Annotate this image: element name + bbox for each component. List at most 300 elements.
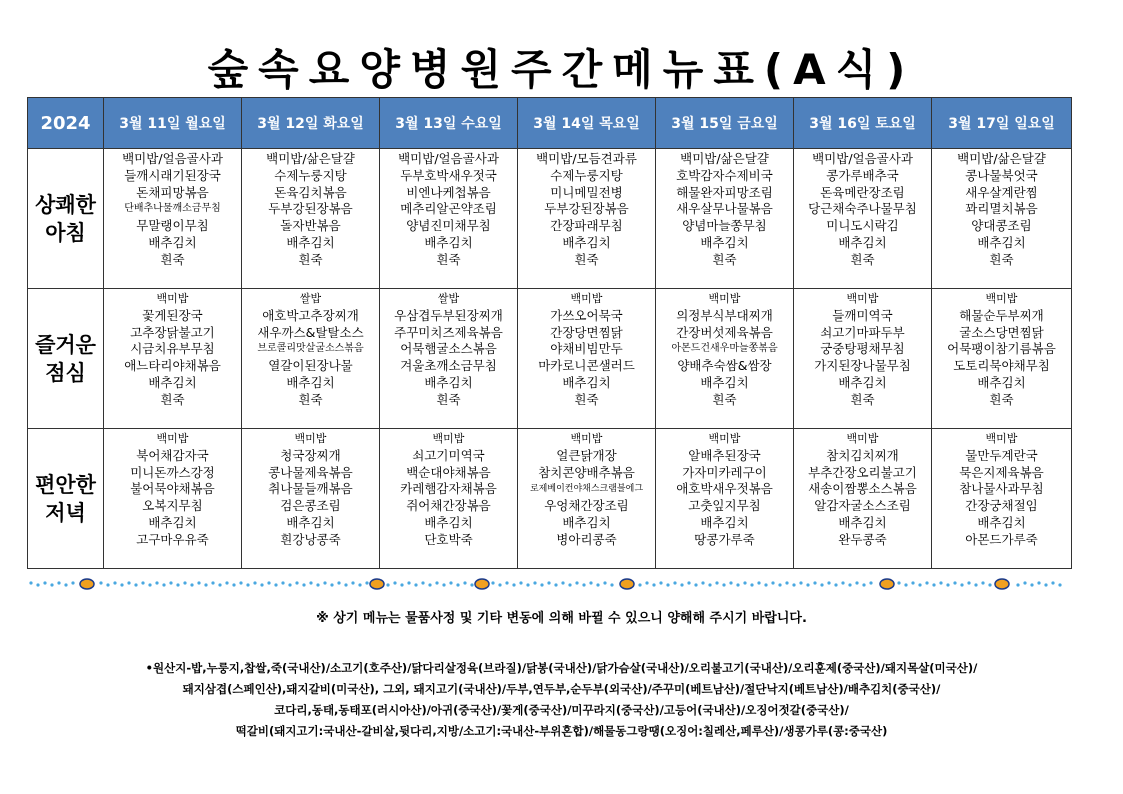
menu-item: 배추김치 <box>562 374 611 390</box>
deco-dot <box>99 581 102 584</box>
deco-dot <box>50 583 53 586</box>
menu-item: 백미밥 <box>708 432 741 445</box>
menu-item: 참나물사과무침 <box>959 481 1044 497</box>
menu-item: 배추김치 <box>700 374 749 390</box>
deco-dot <box>932 583 935 586</box>
deco-dot <box>1030 583 1033 586</box>
menu-item: 미니돈까스강정 <box>130 464 215 480</box>
deco-dot <box>281 581 284 584</box>
fish-icon <box>880 579 894 589</box>
menu-item: 배추김치 <box>838 514 887 530</box>
page-title: 숲속요양병원주간메뉴표(A식) <box>207 45 916 94</box>
deco-dot <box>708 583 711 586</box>
deco-dot <box>470 583 473 586</box>
deco-dot <box>855 581 858 584</box>
deco-dot <box>491 581 494 584</box>
menu-item: 들깨시래기된장국 <box>124 167 221 183</box>
deco-dot <box>1044 583 1047 586</box>
deco-dot <box>652 583 655 586</box>
year-header: 2024 <box>28 98 104 149</box>
menu-item: 새우살무나물볶음 <box>676 201 773 217</box>
menu-cell <box>104 429 242 569</box>
menu-item: 흰죽 <box>436 251 461 267</box>
deco-dot <box>1016 583 1019 586</box>
menu-item: 백미밥 <box>708 292 741 305</box>
day-header: 3월 13일 수요일 <box>380 98 518 149</box>
menu-item: 배추김치 <box>838 234 887 250</box>
menu-item: 호박감자수제비국 <box>676 167 773 183</box>
meal-label-line: 즐거운 <box>35 332 96 357</box>
menu-item: 흰강낭콩죽 <box>280 531 341 547</box>
menu-item: 흰죽 <box>574 391 599 407</box>
menu-item: 쇠고기마파두부 <box>820 324 905 340</box>
menu-cell <box>932 429 1072 569</box>
deco-dot <box>29 581 32 584</box>
menu-item: 도토리묵야채무침 <box>953 358 1050 374</box>
menu-cell <box>794 149 932 289</box>
deco-dot <box>967 581 970 584</box>
menu-item: 흰죽 <box>712 251 737 267</box>
deco-dot <box>561 581 564 584</box>
meal-row <box>28 429 1072 569</box>
origin-line: •원산지-밥,누룽지,찹쌀,죽(국내산)/소고기(호주산)/닭다리살정육(브라질)/닭봉(국내산)/닭가슴살(국내산)/오리불고기(국내산)/오리훈제(중국산)/돼지목살(미국산)/ <box>145 661 978 675</box>
menu-cell <box>380 289 518 429</box>
menu-item: 백미밥 <box>570 432 603 445</box>
deco-dot <box>148 583 151 586</box>
meal-label <box>28 289 104 429</box>
deco-dot <box>925 581 928 584</box>
menu-item: 불어묵야채볶음 <box>130 481 215 497</box>
deco-dot <box>1023 581 1026 584</box>
menu-cell <box>794 429 932 569</box>
origin-line: 코다리,동태,동태포(러시아산)/아귀(중국산)/꽃게(중국산)/미꾸라지(중국산)/고등어(국내산)/오징어젓갈(중국산)/ <box>274 703 849 717</box>
menu-cell <box>518 289 656 429</box>
menu-item: 간장파래무침 <box>550 218 623 234</box>
deco-dot <box>414 583 417 586</box>
deco-dot <box>596 583 599 586</box>
menu-item: 궁중탕평채무침 <box>820 341 905 357</box>
deco-dot <box>701 581 704 584</box>
deco-dot <box>351 581 354 584</box>
menu-item: 꽈리멸치볶음 <box>965 201 1038 217</box>
menu-item: 배추김치 <box>838 374 887 390</box>
menu-item: 얼큰닭개장 <box>556 447 617 463</box>
menu-item: 백미밥 <box>156 432 189 445</box>
deco-dot <box>736 583 739 586</box>
deco-dot <box>575 581 578 584</box>
menu-item: 두부강된장볶음 <box>268 201 353 217</box>
deco-dot <box>393 581 396 584</box>
meal-label <box>28 429 104 569</box>
menu-item: 알배추된장국 <box>688 447 761 463</box>
menu-item: 배추김치 <box>424 234 473 250</box>
meal-label-line: 아침 <box>45 220 86 245</box>
menu-item: 마카로니콘샐러드 <box>538 358 635 374</box>
deco-dot <box>162 583 165 586</box>
menu-item: 참치콘양배추볶음 <box>538 464 635 480</box>
menu-item: 단배추나물깨소금무침 <box>124 203 221 215</box>
menu-item: 배추김치 <box>286 514 335 530</box>
origin-line: 돼지삼겹(스페인산),돼지갈비(미국산), 그외, 돼지고기(국내산)/두부,연두부,순두부(외국산)/주꾸미(베트남산)/절단낙지(베트남산)/배추김치(중국산)/ <box>182 682 941 696</box>
menu-item: 간장당면찜닭 <box>550 324 623 340</box>
menu-item: 양배추숙쌈&쌈장 <box>677 358 772 374</box>
deco-dot <box>743 581 746 584</box>
deco-dot <box>820 583 823 586</box>
menu-item: 배추김치 <box>562 514 611 530</box>
deco-dot <box>505 581 508 584</box>
deco-dot <box>344 583 347 586</box>
deco-dot <box>519 581 522 584</box>
deco-dot <box>358 583 361 586</box>
menu-item: 흰죽 <box>574 251 599 267</box>
menu-item: 배추김치 <box>700 514 749 530</box>
deco-dot <box>218 583 221 586</box>
deco-dot <box>512 583 515 586</box>
menu-item: 해물순두부찌개 <box>959 307 1044 323</box>
deco-dot <box>288 583 291 586</box>
day-header: 3월 16일 토요일 <box>794 98 932 149</box>
menu-item: 브로콜리맛살굴소스볶음 <box>257 343 364 355</box>
deco-dot <box>260 583 263 586</box>
menu-item: 배추김치 <box>977 514 1026 530</box>
deco-dot <box>834 583 837 586</box>
menu-item: 양념마늘쫑무침 <box>682 218 767 234</box>
deco-dot <box>1058 583 1061 586</box>
deco-dot <box>659 581 662 584</box>
day-header: 3월 15일 금요일 <box>656 98 794 149</box>
menu-item: 어묵햄굴소스볶음 <box>400 341 497 357</box>
menu-item: 양념진미채무침 <box>406 218 491 234</box>
menu-item: 흰죽 <box>160 391 185 407</box>
menu-item: 취나물들깨볶음 <box>268 481 353 497</box>
deco-dot <box>841 581 844 584</box>
deco-dot <box>246 583 249 586</box>
menu-item: 고구마우유죽 <box>136 531 209 547</box>
menu-item: 비엔나케첩볶음 <box>406 184 491 200</box>
menu-item: 어묵팽이참기름볶음 <box>947 341 1056 357</box>
menu-item: 흰죽 <box>850 391 875 407</box>
menu-item: 새우까스&탈탈소스 <box>257 324 364 340</box>
menu-item: 백미밥/얼음골사과 <box>122 151 223 166</box>
menu-item: 백미밥 <box>294 432 327 445</box>
menu-item: 배추김치 <box>286 234 335 250</box>
deco-dot <box>1037 581 1040 584</box>
menu-cell <box>242 149 380 289</box>
deco-dot <box>897 581 900 584</box>
menu-item: 굴소스당면찜닭 <box>959 324 1044 340</box>
menu-item: 쥐어채간장볶음 <box>406 498 491 514</box>
menu-cell <box>242 289 380 429</box>
deco-dot <box>785 581 788 584</box>
deco-dot <box>169 581 172 584</box>
menu-item: 백미밥 <box>432 432 465 445</box>
menu-item: 고춧잎지무침 <box>688 498 761 514</box>
deco-dot <box>848 583 851 586</box>
menu-item: 애느타리야채볶음 <box>124 358 221 374</box>
menu-item: 의정부식부대찌개 <box>676 307 773 323</box>
deco-dot <box>610 583 613 586</box>
fish-icon <box>370 579 384 589</box>
menu-item: 배추김치 <box>424 374 473 390</box>
menu-cell <box>104 289 242 429</box>
deco-dot <box>211 581 214 584</box>
meal-label-line: 점심 <box>45 360 86 385</box>
deco-dot <box>456 583 459 586</box>
menu-item: 간장버섯제육볶음 <box>676 324 773 340</box>
menu-item: 애호박고추장찌개 <box>262 307 359 323</box>
deco-dot <box>638 583 641 586</box>
menu-item: 흰죽 <box>160 251 185 267</box>
deco-dot <box>533 581 536 584</box>
deco-dot <box>302 583 305 586</box>
menu-item: 흰죽 <box>850 251 875 267</box>
deco-dot <box>106 583 109 586</box>
deco-dot <box>673 581 676 584</box>
deco-dot <box>953 581 956 584</box>
deco-dot <box>981 581 984 584</box>
deco-dot <box>141 581 144 584</box>
deco-dot <box>904 583 907 586</box>
menu-item: 땅콩가루죽 <box>694 531 755 547</box>
deco-dot <box>155 581 158 584</box>
menu-item: 오복지무침 <box>142 498 203 514</box>
menu-item: 아몬드건새우마늘쫑볶음 <box>671 343 778 355</box>
menu-cell <box>656 289 794 429</box>
menu-item: 미니도시락김 <box>826 218 899 234</box>
menu-cell <box>932 289 1072 429</box>
menu-item: 새우살계란찜 <box>965 184 1038 200</box>
meal-row <box>28 149 1072 289</box>
menu-item: 콩나물제육볶음 <box>268 464 353 480</box>
deco-dot <box>113 581 116 584</box>
deco-dot <box>526 583 529 586</box>
deco-dot <box>799 581 802 584</box>
deco-dot <box>316 583 319 586</box>
deco-dot <box>666 583 669 586</box>
menu-item: 백미밥 <box>156 292 189 305</box>
menu-item: 백미밥 <box>846 292 879 305</box>
menu-cell <box>656 429 794 569</box>
menu-item: 병아리콩죽 <box>556 531 617 547</box>
day-header: 3월 17일 일요일 <box>932 98 1072 149</box>
menu-cell <box>932 149 1072 289</box>
menu-item: 청국장찌개 <box>280 447 341 463</box>
menu-item: 배추김치 <box>562 234 611 250</box>
deco-dot <box>540 583 543 586</box>
deco-dot <box>134 583 137 586</box>
deco-dot <box>946 583 949 586</box>
deco-dot <box>43 581 46 584</box>
menu-item: 우엉채간장조림 <box>544 498 629 514</box>
deco-dot <box>603 581 606 584</box>
menu-item: 가자미카레구이 <box>682 464 767 480</box>
menu-item: 배추김치 <box>148 234 197 250</box>
deco-dot <box>722 583 725 586</box>
deco-dot <box>463 581 466 584</box>
menu-item: 흰죽 <box>436 391 461 407</box>
day-header: 3월 11일 월요일 <box>104 98 242 149</box>
deco-dot <box>911 581 914 584</box>
deco-dot <box>442 583 445 586</box>
deco-dot <box>407 581 410 584</box>
menu-item: 콩나물북엇국 <box>965 167 1038 183</box>
menu-item: 배추김치 <box>977 234 1026 250</box>
deco-dot <box>764 583 767 586</box>
menu-item: 백미밥/삶은달걀 <box>957 151 1046 166</box>
deco-dot <box>778 583 781 586</box>
fish-icon <box>80 579 94 589</box>
decorative-dotted-border <box>27 576 1071 592</box>
meal-label-line: 편안한 <box>35 472 96 497</box>
meal-label-line: 상쾌한 <box>35 192 96 217</box>
menu-item: 단호박죽 <box>424 531 473 547</box>
deco-dot <box>71 581 74 584</box>
menu-item: 백미밥/얼음골사과 <box>812 151 913 166</box>
menu-item: 돈채피망볶음 <box>136 184 209 200</box>
deco-dot <box>127 581 130 584</box>
menu-item: 간장궁채절임 <box>965 498 1038 514</box>
deco-dot <box>939 581 942 584</box>
deco-dot <box>274 583 277 586</box>
menu-item: 우삼겹두부된장찌개 <box>394 307 503 323</box>
header-row <box>28 98 1072 149</box>
menu-item: 돈육메란장조림 <box>820 184 905 200</box>
menu-item: 아몬드가루죽 <box>965 531 1038 547</box>
deco-dot <box>330 583 333 586</box>
deco-dot <box>680 583 683 586</box>
deco-dot <box>400 583 403 586</box>
menu-item: 야채비빔만두 <box>550 341 623 357</box>
menu-item: 수제누룽지탕 <box>550 167 623 183</box>
deco-dot <box>239 581 242 584</box>
deco-dot <box>204 583 207 586</box>
meal-label-line: 저녁 <box>45 500 86 525</box>
menu-item: 배추김치 <box>286 374 335 390</box>
deco-dot <box>547 581 550 584</box>
deco-dot <box>771 581 774 584</box>
menu-item: 배추김치 <box>148 374 197 390</box>
deco-dot <box>64 583 67 586</box>
deco-dot <box>449 581 452 584</box>
deco-dot <box>36 583 39 586</box>
deco-dot <box>974 583 977 586</box>
menu-item: 배추김치 <box>700 234 749 250</box>
deco-dot <box>918 583 921 586</box>
deco-dot <box>190 583 193 586</box>
menu-cell <box>656 149 794 289</box>
menu-item: 백순대야채볶음 <box>406 464 491 480</box>
menu-cell <box>518 429 656 569</box>
deco-dot <box>386 583 389 586</box>
menu-item: 가쓰오어묵국 <box>550 307 623 323</box>
menu-item: 쌀밥 <box>437 292 460 305</box>
deco-dot <box>57 581 60 584</box>
deco-dot <box>225 581 228 584</box>
menu-item: 북어채감자국 <box>136 447 209 463</box>
menu-item: 배추김치 <box>424 514 473 530</box>
deco-dot <box>435 581 438 584</box>
deco-dot <box>267 581 270 584</box>
deco-dot <box>253 581 256 584</box>
deco-dot <box>582 583 585 586</box>
menu-item: 백미밥/삶은달걀 <box>266 151 355 166</box>
deco-dot <box>309 581 312 584</box>
menu-item: 백미밥 <box>985 432 1018 445</box>
deco-dot <box>589 581 592 584</box>
menu-cell <box>794 289 932 429</box>
menu-item: 콩가루배추국 <box>826 167 899 183</box>
menu-item: 돌자반볶음 <box>280 218 341 234</box>
menu-item: 백미밥/모듬견과류 <box>536 151 637 166</box>
menu-item: 당근채숙주나물무침 <box>808 201 917 217</box>
deco-dot <box>197 581 200 584</box>
menu-item: 백미밥/얼음골사과 <box>398 151 499 166</box>
deco-dot <box>498 583 501 586</box>
deco-dot <box>806 583 809 586</box>
menu-item: 부추간장오리불고기 <box>808 464 917 480</box>
menu-item: 배추김치 <box>977 374 1026 390</box>
notice-text: ※ 상기 메뉴는 물품사정 및 기타 변동에 의해 바뀔 수 있으니 양해해 주시기 바랍니다. <box>316 611 807 626</box>
menu-cell <box>380 149 518 289</box>
menu-item: 백미밥/삶은달걀 <box>680 151 769 166</box>
deco-dot <box>554 583 557 586</box>
deco-dot <box>120 583 123 586</box>
menu-item: 백미밥 <box>570 292 603 305</box>
menu-item: 쌀밥 <box>299 292 322 305</box>
menu-item: 두부호박새우젓국 <box>400 167 497 183</box>
deco-dot <box>750 583 753 586</box>
menu-item: 무말랭이무침 <box>136 218 209 234</box>
day-header: 3월 12일 화요일 <box>242 98 380 149</box>
menu-item: 배추김치 <box>148 514 197 530</box>
origin-info <box>30 658 1093 742</box>
deco-dot <box>757 581 760 584</box>
menu-item: 묵은지제육볶음 <box>959 464 1044 480</box>
deco-dot <box>365 581 368 584</box>
meal-label <box>28 149 104 289</box>
menu-item: 흰죽 <box>989 391 1014 407</box>
deco-dot <box>687 581 690 584</box>
menu-item: 겨울초깨소금무침 <box>400 358 497 374</box>
deco-dot <box>323 581 326 584</box>
deco-dot <box>988 583 991 586</box>
weekly-menu-table <box>27 97 1072 569</box>
menu-item: 로제베이컨야채스크램블에그 <box>529 484 644 495</box>
menu-item: 시금치유부무침 <box>130 341 215 357</box>
menu-item: 애호박새우젓볶음 <box>676 481 773 497</box>
menu-item: 쇠고기미역국 <box>412 447 485 463</box>
menu-cell <box>242 429 380 569</box>
menu-item: 돈육김치볶음 <box>274 184 347 200</box>
deco-dot <box>645 581 648 584</box>
deco-dot <box>295 581 298 584</box>
menu-item: 흰죽 <box>298 251 323 267</box>
menu-item: 열갈이된장나물 <box>268 358 353 374</box>
menu-item: 검은콩조림 <box>280 498 341 514</box>
deco-dot <box>183 581 186 584</box>
menu-item: 백미밥 <box>846 432 879 445</box>
fish-icon <box>620 579 634 589</box>
menu-cell <box>518 149 656 289</box>
menu-item: 주꾸미치즈제육볶음 <box>394 324 503 340</box>
deco-dot <box>428 583 431 586</box>
menu-item: 백미밥 <box>985 292 1018 305</box>
menu-item: 메추리알곤약조림 <box>400 201 497 217</box>
menu-item: 카레햄감자채볶음 <box>400 481 497 497</box>
menu-item: 흰죽 <box>298 391 323 407</box>
deco-dot <box>715 581 718 584</box>
menu-item: 미니메밀전병 <box>550 184 623 200</box>
